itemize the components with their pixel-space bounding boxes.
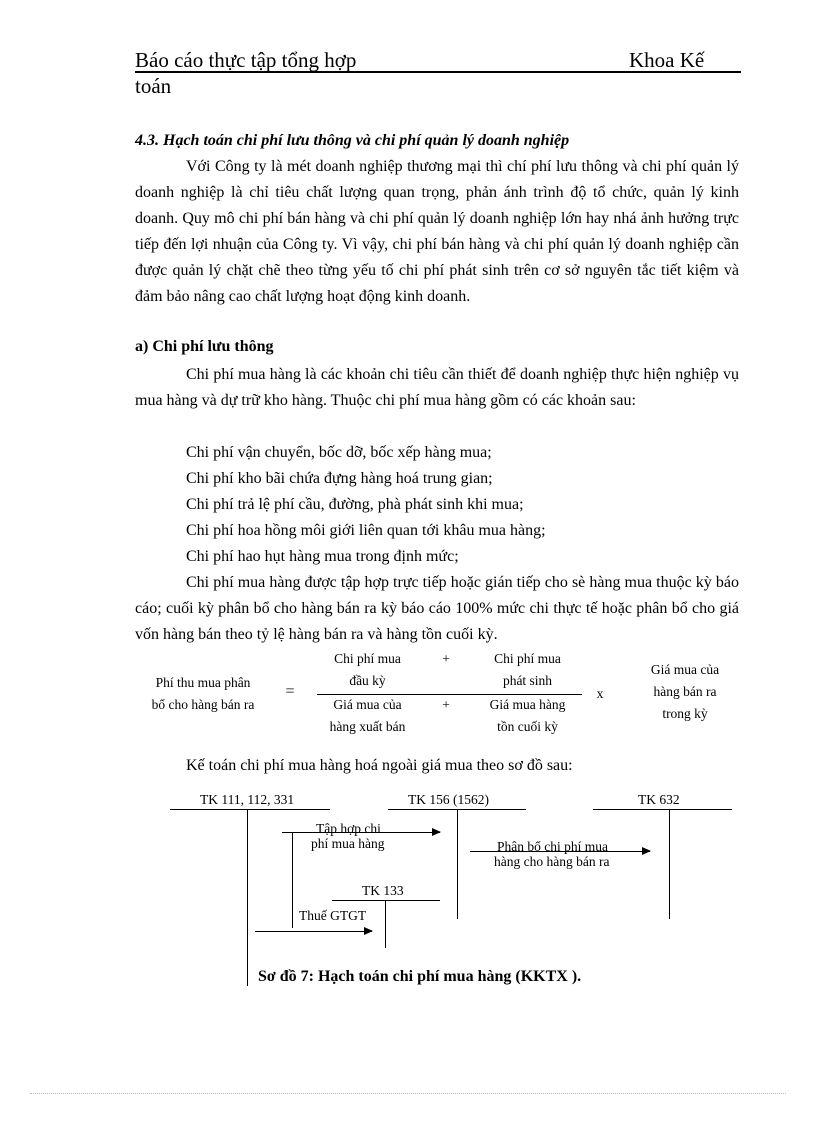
formula-plus-bottom: + xyxy=(442,697,450,712)
account-label: TK 632 xyxy=(638,792,680,807)
formula-rhs: Giá mua của hàng bán ra trong kỳ xyxy=(650,662,720,721)
account-stem xyxy=(247,809,248,986)
label-allocate-cost-1: Phân bổ chi phí mua xyxy=(497,839,608,854)
account-stem xyxy=(457,809,458,919)
account-rule xyxy=(170,809,330,810)
header-rule xyxy=(135,71,741,73)
formula-numerator-a: Chi phí mua đầu kỳ xyxy=(334,651,401,688)
label-vat: Thuế GTGT xyxy=(299,908,367,923)
list-item: Chi phí vận chuyển, bốc dỡ, bốc xếp hàng mua; xyxy=(186,444,492,461)
header-department-continued: toán xyxy=(135,74,172,98)
account-rule xyxy=(593,809,732,810)
account-label: TK 156 (1562) xyxy=(408,792,489,807)
formula-equals: = xyxy=(285,683,295,700)
section-title: 4.3. Hạch toán chi phí lưu thông và chi phí quản lý doanh nghiệp xyxy=(135,132,570,149)
purchase-cost-paragraph: Chi phí mua hàng là các khoản chi tiêu cần thiết để doanh nghiệp thực hiện nghiệp vụ mua hàng và dự trữ kho hàng. Thuộc chi phí mua hàng gồm có các khoản sau: xyxy=(135,366,739,409)
header-title: Báo cáo thực tập tổng hợp xyxy=(135,48,357,72)
arrow-vat xyxy=(255,931,372,932)
subsection-title: a) Chi phí lưu thông xyxy=(135,338,274,355)
flow-connector xyxy=(292,832,293,928)
formula-times: x xyxy=(596,686,604,701)
list-item: Chi phí kho bãi chứa đựng hàng hoá trung gian; xyxy=(186,470,493,487)
formula-denominator-b: Giá mua hàng tồn cuối kỳ xyxy=(489,697,566,734)
label-allocate-cost-2: hàng cho hàng bán ra xyxy=(494,854,610,869)
formula-numerator-b: Chi phí mua phát sinh xyxy=(494,651,561,688)
diagram-caption: Sơ đồ 7: Hạch toán chi phí mua hàng (KKTX ). xyxy=(258,968,582,985)
account-rule xyxy=(332,900,440,901)
page-footer-rule xyxy=(30,1093,786,1094)
intro-paragraph: Với Công ty là mét doanh nghiệp thương mại thì chí phí lưu thông và chi phí quản lý doanh nghiệp là chỉ tiêu chất lượng quan trọng, phản ánh trình độ tổ chức, quản lý kinh doanh. Quy mô chi phí bán hàng và chi phí quản lý doanh nghiệp lớn hay nhá ảnh hưởng trực tiếp đến lợi nhuận của Công ty. Vì vậy, chi phí bán hàng và chi phí quản lý doanh nghiệp cần được quản lý chặt chẽ theo từng yếu tố chi phí phát sinh trên cơ sở nguyên tắc tiết kiệm và đảm bảo nâng cao chất lượng hoạt động kinh doanh. xyxy=(135,158,739,305)
header-department: Khoa Kế xyxy=(629,48,705,72)
account-label: TK 133 xyxy=(362,883,404,898)
list-item: Chi phí trả lệ phí cầu, đường, phà phát sinh khi mua; xyxy=(186,496,524,513)
formula-plus-top: + xyxy=(442,651,450,666)
account-stem xyxy=(385,900,386,948)
list-item: Chi phí hoa hồng môi giới liên quan tới khâu mua hàng; xyxy=(186,522,546,539)
list-item: Chi phí hao hụt hàng mua trong định mức; xyxy=(186,548,459,565)
account-label: TK 111, 112, 331 xyxy=(200,792,295,807)
formula-denominator-a: Giá mua của hàng xuất bán xyxy=(329,697,406,734)
formula-lhs: Phí thu mua phân bổ cho hàng bán ra xyxy=(151,675,255,712)
label-collect-cost-2: phí mua hàng xyxy=(311,836,385,851)
allocation-paragraph: Chi phí mua hàng được tập hợp trực tiếp hoặc gián tiếp cho sè hàng mua thuộc kỳ báo cáo; cuối kỳ phân bổ cho hàng bán ra kỳ báo cáo 100% mức chi thực tế hoặc phân bổ cho giá vốn hàng bán theo tỷ lệ hàng bán ra và hàng tồn cuối kỳ. xyxy=(135,574,739,643)
account-stem xyxy=(669,809,670,919)
diagram-intro: Kế toán chi phí mua hàng hoá ngoài giá mua theo sơ đồ sau: xyxy=(186,757,573,774)
label-collect-cost-1: Tập hợp chi xyxy=(316,821,381,836)
